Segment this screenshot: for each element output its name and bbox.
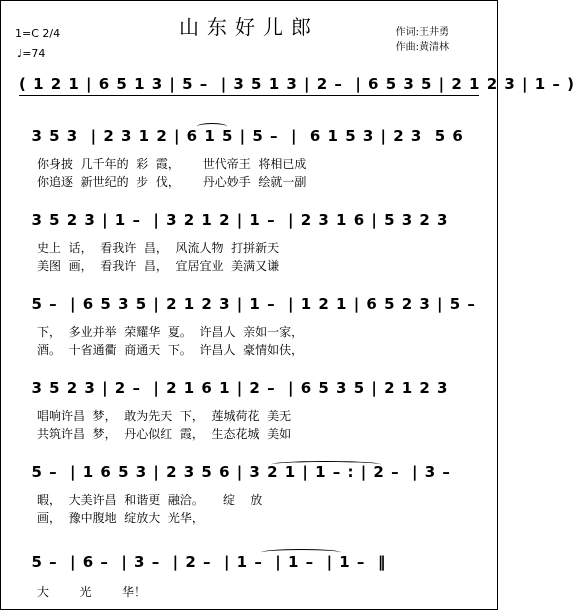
credits — [396, 25, 449, 55]
notation-row-5: 5 – | 1 6 5 3 | 2 3 5 6 | 3 2 1 | 1 – : | 2 – | 3 – — [19, 463, 451, 481]
composer: 作曲:黄清林 — [395, 42, 449, 53]
lyric-row-1-verse-2: 你追逐 新世纪的 步 伐， 丹心妙手 绘就一副 — [37, 175, 307, 189]
notation-row-1: 3 5 3 | 2 3 1 2 | 6 1 5 | 5 – | 6 1 5 3 | 2 3 5 6 — [19, 127, 464, 145]
notation-row-6: 5 – | 6 – | 3 – | 2 – | 1 – | 1 – | 1 – ‖ — [19, 553, 387, 571]
lyric-row-3-verse-2: 酒。 十省通衢 商通天 下。 许昌人 豪情如伕， — [37, 343, 304, 357]
slur-mark — [261, 549, 341, 556]
lyric-row-3-verse-1: 下， 多业并举 荣耀华 夏。 许昌人 亲如一家， — [37, 325, 304, 339]
underline-rule — [19, 95, 479, 96]
lyric-row-6-verse-1: 大 光 华！ — [37, 585, 147, 599]
lyricist: 作词:王井勇 — [395, 27, 449, 38]
song-title: 山东好儿郎 — [179, 15, 319, 39]
notation-row-2: 3 5 2 3 | 1 – | 3 2 1 2 | 1 – | 2 3 1 6 | 5 3 2 3 — [19, 211, 449, 229]
lyric-row-2-verse-2: 美图 画， 看我许 昌， 宜居宜业 美满又谦 — [37, 259, 280, 273]
notation-row-0: ( 1 2 1 | 6 5 1 3 | 5 – | 3 5 1 3 | 2 – | 6 5 3 5 | 2 1 2 3 | 1 – ) — [19, 75, 575, 93]
notation-row-3: 5 – | 6 5 3 5 | 2 1 2 3 | 1 – | 1 2 1 | 6 5 2 3 | 5 – — [19, 295, 476, 313]
lyric-row-5-verse-2: 画， 豫中腹地 绽放大 光华， — [37, 511, 204, 525]
lyric-row-4-verse-2: 共筑许昌 梦， 丹心似红 霞， 生态花城 美如 — [37, 427, 292, 441]
lyric-row-4-verse-1: 唱响许昌 梦， 敢为先天 下， 莲城荷花 美无 — [37, 409, 292, 423]
lyric-row-5-verse-1: 暇， 大美许昌 和谐更 融洽。 绽 放 — [37, 493, 263, 507]
slur-mark — [271, 461, 381, 468]
notation-row-4: 3 5 2 3 | 2 – | 2 1 6 1 | 2 – | 6 5 3 5 | 2 1 2 3 — [19, 379, 449, 397]
tempo-marking: ♩=74 — [17, 47, 46, 60]
slur-mark — [197, 123, 227, 130]
key-signature: 1=C 2/4 — [15, 27, 61, 40]
lyric-row-1-verse-1: 你身披 几千年的 彩 霞， 世代帝王 将相已成 — [37, 157, 307, 171]
lyric-row-2-verse-1: 史上 话， 看我许 昌， 风流人物 打拼新天 — [37, 241, 280, 255]
